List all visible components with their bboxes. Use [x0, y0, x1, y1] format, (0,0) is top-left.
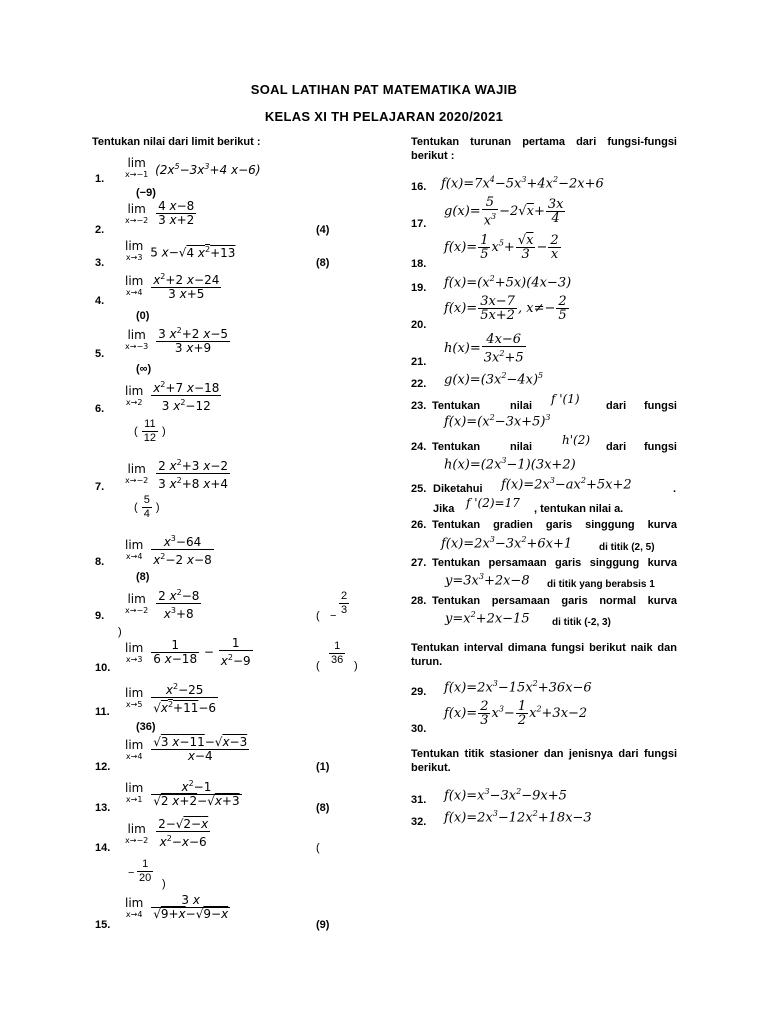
question-number: 13.	[95, 802, 111, 814]
question-number: 7.	[95, 481, 105, 493]
limit-expression-15: lim x→4 $\frac{3 x}{√9+x-√9-x}$	[125, 893, 229, 921]
answer-6: ( $\frac{11}{12}$ )	[134, 418, 166, 444]
question-number: 20.	[411, 319, 427, 331]
limit-expression-1: lim x→−1 ($2x^5-3x^3+4$ x−6)	[125, 156, 261, 179]
limit-expression-13: lim x→1 $\frac{x^2-1}{√2 x+2-√x+3}$	[125, 779, 240, 808]
question-number: 3.	[95, 257, 105, 269]
question-number: 29.	[411, 686, 427, 698]
function-23: $f(x)=(x^2-3x+5)^3$	[444, 413, 551, 430]
answer-3: (8)	[316, 257, 330, 269]
limit-expression-10: lim x→3 $\frac{1}{6 x-18}$ − $\frac{1}{x^2-9}$	[125, 636, 251, 668]
page-subtitle: KELAS XI TH PELAJARAN 2020/2021	[264, 109, 504, 124]
right-section-heading-2: Tentukan interval dimana fungsi berikut naik dan turun.	[411, 642, 677, 668]
answer-4: (0)	[136, 310, 150, 322]
limit-expression-3: lim x→3 5 x−√4 $x^2+13$	[125, 239, 236, 262]
answer-9-close: )	[118, 626, 122, 638]
question-number: 28.	[411, 595, 427, 607]
limit-expression-14: lim x→−2 $\frac{2-√2-x}{x^2-x-6}$	[125, 817, 209, 849]
function-20: f(x)= $\frac{3x-7}{5x+2}$ , x≠− $\frac{2}{5}$	[444, 294, 567, 323]
function-19: $f(x)=(x^2+5x)(4x-3)$	[444, 274, 572, 291]
function-17: g(x)= $\frac{5}{x^3}$ −2√x+ $\frac{3x}{4}$	[444, 195, 564, 229]
question-number: 19.	[411, 282, 427, 294]
function-21: h(x)= $\frac{4x-6}{3x^2+5}$	[444, 332, 524, 366]
q24-derivative: h'(2)	[562, 433, 591, 447]
question-number: 23.	[411, 400, 427, 412]
function-16: $f(x)=7x^4-5x^3+4x^2-2x+6$	[441, 175, 604, 192]
limit-expression-6: lim x→2 $\frac{x^2+7 x-18}{3 x^2-12}$	[125, 380, 220, 413]
question-number: 18.	[411, 258, 427, 270]
question-number: 27.	[411, 557, 427, 569]
function-18: f(x)= $\frac{1}{5}$ $x^5+$ $\frac{√x}{3}$ − $\frac{2}{x}$	[444, 233, 559, 262]
function-32: $f(x)=2x^3-12x^2+18x-3$	[444, 809, 592, 826]
question-number: 24.	[411, 441, 427, 453]
question-number: 1.	[95, 173, 105, 185]
question-number: 9.	[95, 610, 105, 622]
function-30: f(x)= $\frac{2}{3}$ $x^3-$ $\frac{1}{2}$ $x^2+3x-2$	[444, 699, 588, 728]
question-number: 5.	[95, 348, 105, 360]
lim-word: lim	[127, 156, 146, 170]
answer-14-open: (	[316, 842, 320, 854]
question-number: 32.	[411, 816, 427, 828]
question-number: 4.	[95, 295, 105, 307]
answer-2: (4)	[316, 224, 330, 236]
limit-expression-12: lim x→4 $\frac{√3 x-11-√x-3}{x-4}$	[125, 735, 248, 763]
right-section-heading-1: Tentukan turunan pertama dari fungsi-fungsi berikut :	[411, 136, 677, 162]
answer-11: (36)	[136, 721, 156, 733]
function-25: $f(x)=2x^3-ax^2+5x+2$	[501, 476, 632, 493]
function-22: $g(x)=(3x^2-4x)^5$	[444, 371, 544, 388]
limit-expression-9: lim x→−2 $\frac{2 x^2-8}{x^3+8}$	[125, 588, 200, 621]
left-section-heading: Tentukan nilai dari limit berikut :	[92, 136, 261, 148]
question-number: 22.	[411, 378, 427, 390]
limit-expression-4: lim x→4 $\frac{x^2+2 x-24}{3 x+5}$	[125, 272, 220, 301]
limit-expression-2: lim x→−2 $\frac{4 x-8}{3 x+2}$	[125, 199, 195, 227]
question-number: 16.	[411, 181, 427, 193]
question-number: 30.	[411, 723, 427, 735]
function-29: $f(x)=2x^3-15x^2+36x-6$	[444, 679, 592, 696]
question-number: 12.	[95, 761, 111, 773]
limit-expression-5: lim x→−3 $\frac{3 x^2+2 x-5}{3 x+9}$	[125, 326, 229, 355]
question-number: 10.	[95, 662, 111, 674]
limit-expression-7: lim x→−2 $\frac{2 x^2+3 x-2}{3 x^2+8 x+4}$	[125, 458, 229, 491]
answer-12: (1)	[316, 761, 330, 773]
answer-15: (9)	[316, 919, 330, 931]
question-number: 31.	[411, 794, 427, 806]
page-title: SOAL LATIHAN PAT MATEMATIKA WAJIB	[250, 82, 518, 97]
function-28: $y=x^2+2x-15$	[445, 610, 530, 627]
limit-expression-11: lim x→5 $\frac{x^2-25}{√x^2+11-6}$	[125, 682, 217, 715]
answer-8: (8)	[136, 571, 150, 583]
answer-7: ( $\frac{5}{4}$ )	[134, 494, 160, 520]
q23-derivative: f '(1)	[551, 392, 580, 406]
question-number: 11.	[95, 706, 110, 718]
question-number: 26.	[411, 519, 427, 531]
question-number: 17.	[411, 218, 427, 230]
function-31: $f(x)=x^3-3x^2-9x+5$	[444, 787, 567, 804]
function-24: $h(x)=(2x^3-1)(3x+2)$	[444, 456, 576, 473]
question-number: 25.	[411, 483, 427, 495]
answer-5: (∞)	[136, 363, 152, 375]
right-section-heading-3: Tentukan titik stasioner dan jenisnya dari fungsi berikut.	[411, 748, 677, 774]
function-27: $y=3x^3+2x-8$	[445, 572, 530, 589]
q25-derivative: f '(2)=17	[466, 496, 520, 510]
function-26: $f(x)=2x^3-3x^2+6x+1$	[441, 535, 573, 552]
question-number: 15.	[95, 919, 111, 931]
answer-1: (−9)	[136, 187, 156, 199]
question-number: 21.	[411, 356, 427, 368]
question-number: 14.	[95, 842, 111, 854]
question-number: 8.	[95, 556, 105, 568]
question-number: 2.	[95, 224, 105, 236]
limit-expression-8: lim x→4 $\frac{x^3-64}{x^2-2 x-8}$	[125, 534, 212, 567]
question-number: 6.	[95, 403, 105, 415]
answer-13: (8)	[316, 802, 330, 814]
